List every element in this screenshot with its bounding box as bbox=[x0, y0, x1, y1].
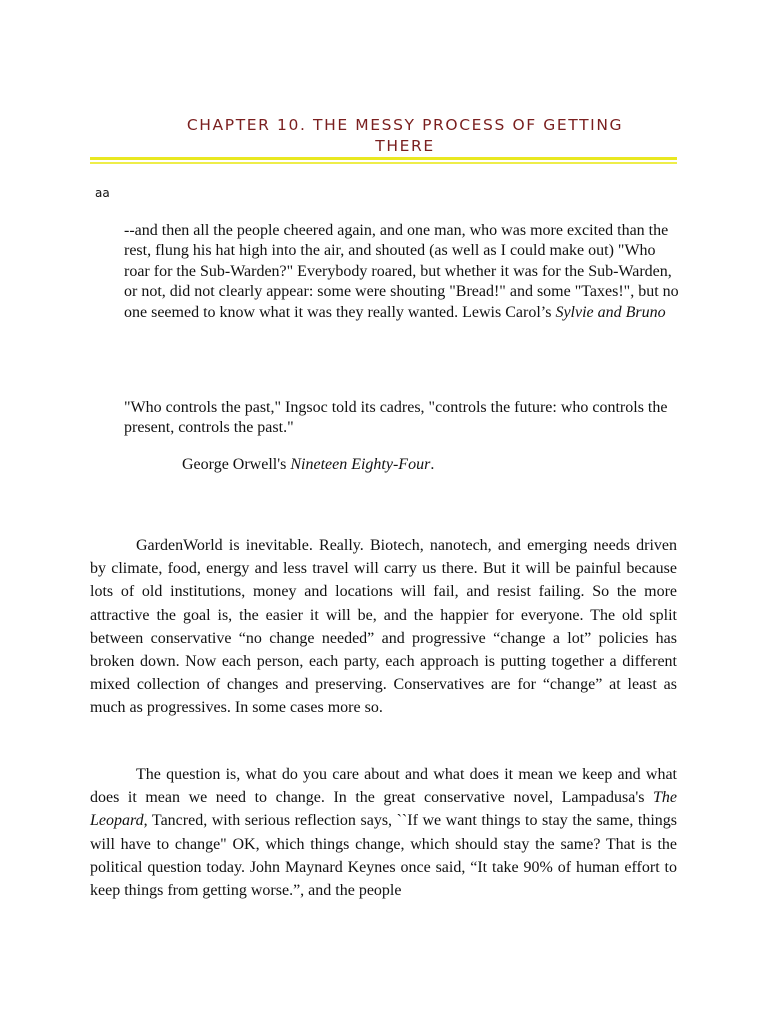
epigraph-orwell: "Who controls the past," Ingsoc told its cadres, "controls the future: who controls the present, controls the past." bbox=[124, 399, 668, 437]
attribution-prefix: George Orwell's bbox=[182, 456, 291, 473]
paragraph-2-book-title: The Leopard bbox=[90, 789, 677, 830]
epigraph-carroll bbox=[124, 221, 684, 323]
attribution-book-title: Nineteen Eighty-Four bbox=[290, 456, 431, 473]
body-paragraph-2 bbox=[90, 763, 677, 902]
attribution-suffix: . bbox=[430, 456, 435, 473]
epigraph-carroll-text: --and then all the people cheered again, and one man, who was more excited than the rest, flung his hat high into the air, and shouted (as well as I could make out) "Who roar for the Sub-Warden?" Everybody roared, but whether it was for the Sub-Warden, or not, did not clearly appear: some were shouting "Bread!" and some "Taxes!", but no one seemed to know what it was they really wanted. Lewis Carol’s bbox=[124, 222, 679, 321]
body-paragraph-1: GardenWorld is inevitable. Really. Biotech, nanotech, and emerging needs driven by climate, food, energy and less travel will carry us there. But it will be painful because lots of old institutions, money and locations will fail, and resist failing. So the more attractive the goal is, the easier it will be, and the happier for everyone. The old split between conservative “no change needed” and progressive “change a lot” policies has broken down. Now each person, each party, each approach is putting together a different mixed collection of changes and preserving. Conservatives are for “change” at least as much as progressives. In some cases more so. bbox=[90, 537, 677, 717]
paragraph-2-text-after: , Tancred, with serious reflection says, ``If we want things to stay the same, things will have to change" OK, which things change, which should stay the same? That is the political question today. John Maynard Keynes once said, “It take 90% of human effort to keep things from getting worse.”, and the people bbox=[90, 812, 677, 900]
paragraph-2-text-before: The question is, what do you care about and what does it mean we keep and what does it mean we need to change. In the great conservative novel, Lampadusa's bbox=[90, 766, 677, 807]
marker-text: aa bbox=[95, 186, 110, 200]
title-underline-rule bbox=[90, 157, 677, 160]
chapter-title: CHAPTER 10. THE MESSY PROCESS OF GETTING THERE bbox=[186, 116, 624, 155]
title-underline-rule-secondary bbox=[90, 162, 677, 164]
epigraph-carroll-source: Sylvie and Bruno bbox=[555, 303, 666, 321]
epigraph-orwell-attribution bbox=[182, 455, 434, 475]
